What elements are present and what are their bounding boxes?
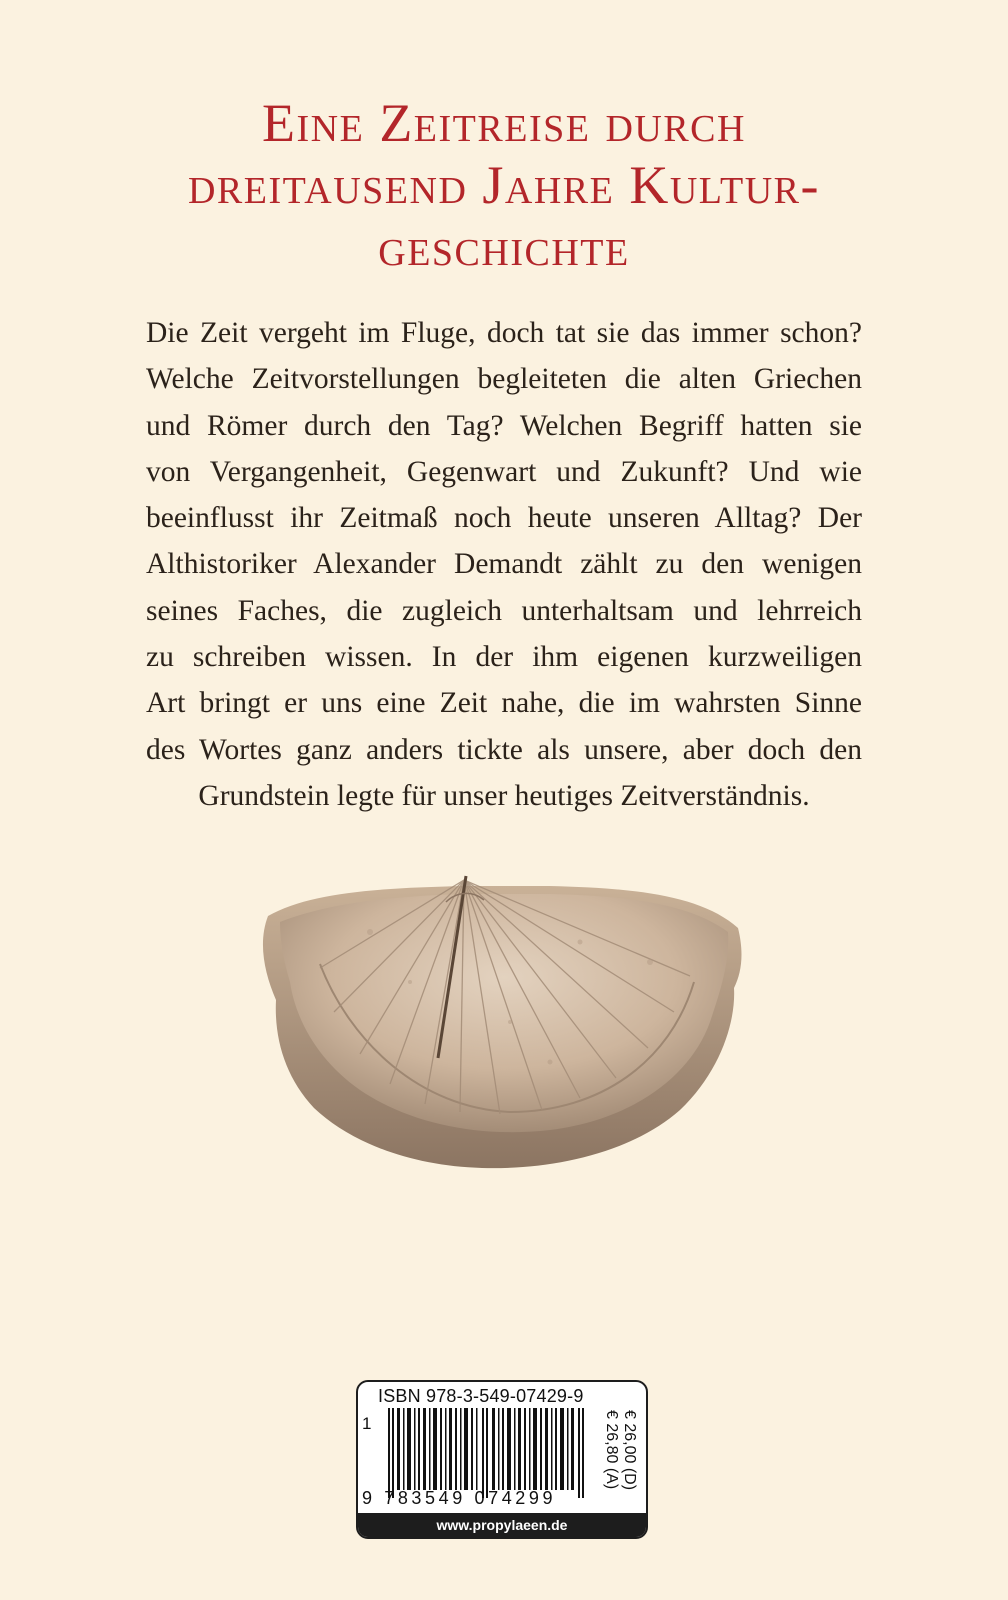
blurb-line: Die Zeit vergeht im Fluge, doch tat sie das immer schon? [146, 317, 862, 349]
blurb-line: Welche Zeitvorstellungen begleiteten die alten Griechen [146, 363, 862, 396]
blurb-text [146, 310, 862, 819]
headline-line: geschichte [378, 217, 630, 277]
headline-line: Eine Zeitreise durch [262, 93, 746, 153]
isbn-barcode [356, 1380, 648, 1539]
barcode-bars [372, 1408, 602, 1498]
blurb-line: seines Faches, die zugleich unterhaltsam und lehrreich [146, 594, 862, 627]
price-germany: € 26,00 (D) [621, 1410, 638, 1491]
blurb-line: Grundstein legte für unser heutiges Zeitverständnis. [198, 779, 810, 812]
blurb-line: Althistoriker Alexander Demandt zählt zu den wenigen [146, 548, 862, 581]
barcode-lead-digit: 1 [362, 1414, 372, 1433]
price-austria: € 26,80 (A) [603, 1410, 620, 1490]
isbn-number: ISBN 978-3-549-07429-9 [378, 1386, 584, 1406]
blurb-line: des Wortes ganz anders tickte als unsere, aber doch den [146, 733, 862, 766]
blurb-line: zu schreiben wissen. In der ihm eigenen kurzweiligen [146, 641, 862, 674]
publisher-url: www.propylaeen.de [358, 1513, 646, 1537]
headline-line: dreitausend Jahre Kultur- [187, 155, 821, 215]
barcode-digits: 9 783549 074299 [362, 1488, 557, 1508]
blurb-line: und Römer durch den Tag? Welchen Begriff hatten sie [146, 409, 862, 442]
price-block [604, 1410, 644, 1506]
blurb-line: Art bringt er uns eine Zeit nahe, die im wahrsten Sinne [146, 687, 862, 720]
sundial-image [250, 872, 760, 1172]
cover-headline [60, 92, 948, 278]
blurb-line: von Vergangenheit, Gegenwart und Zukunft? Und wie [146, 455, 862, 488]
blurb-line: beeinflusst ihr Zeitmaß noch heute unseren Alltag? Der [146, 502, 862, 535]
